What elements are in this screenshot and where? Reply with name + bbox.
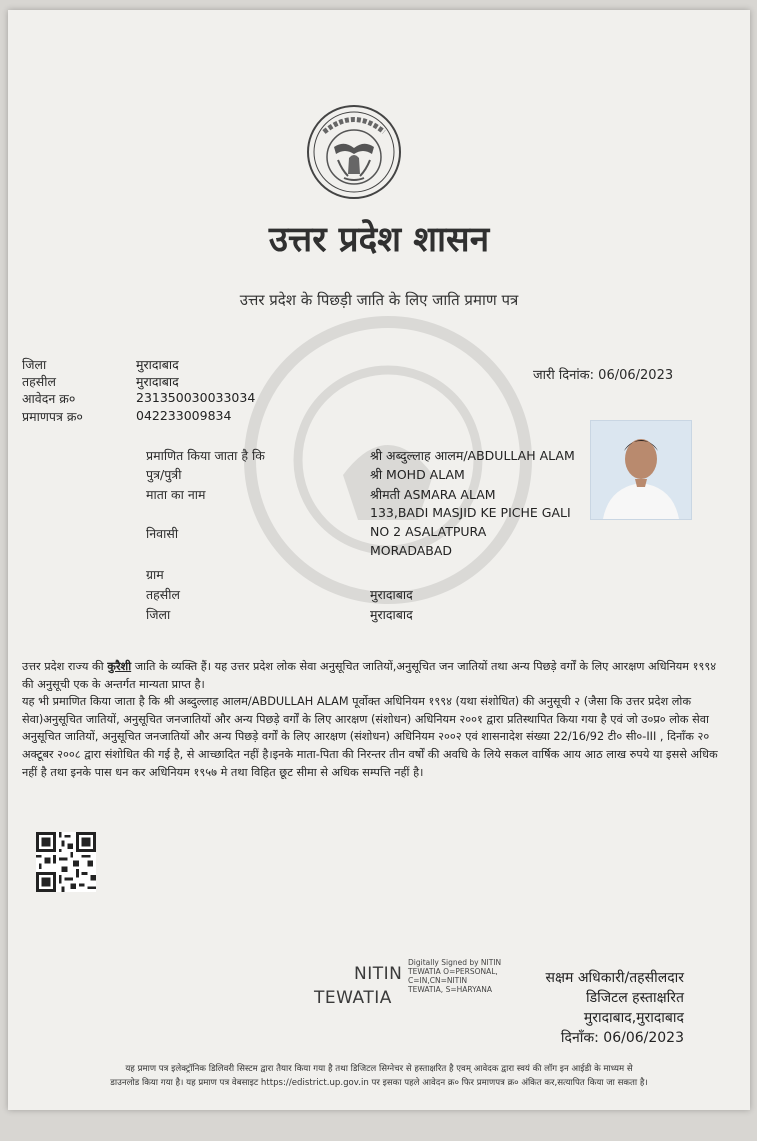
- photo-image: [591, 421, 691, 519]
- signer-last-name: TEWATIA: [314, 988, 392, 1008]
- sig-line-3: C=IN,CN=NITIN: [408, 976, 468, 985]
- address-line-3: MORADABAD: [370, 543, 453, 558]
- up-government-emblem: [304, 102, 404, 202]
- footer-line-2: डाउनलोड किया गया है। यह प्रमाण पत्र वेबसाइट https://edistrict.up.gov.in पर इसका पहले आवेदन क्र० फिर प्रमाणपत्र क्र० अंकित कर,सत्यापित किया जा सकता है।: [110, 1078, 648, 1088]
- caste-name: कुरैशी: [107, 660, 132, 673]
- mother-name: श्रीमती ASMARA ALAM: [370, 487, 496, 502]
- certificate-number-label: प्रमाणपत्र क्र०: [22, 409, 83, 424]
- authority-location: मुरादाबाद,मुरादाबाद: [583, 1010, 684, 1026]
- qr-code: [36, 832, 96, 892]
- signer-first-name: NITIN: [354, 964, 403, 984]
- body-p1-post: जाति के व्यक्ति हैं। यह उत्तर प्रदेश लोक सेवा अनुसूचित जातियों,अनुसूचित जन जातियों तथा अन्य पिछड़े वर्गों के लिए आरक्षण अधिनियम १९९४ की अनुसूची एक के अन्तर्गत मान्यता प्राप्त है।: [22, 660, 717, 691]
- footer-line-1: यह प्रमाण पत्र इलेक्ट्रॉनिक डिलिवरी सिस्टम द्वारा तैयार किया गया है तथा डिजिटल सिग्नेचर से हस्ताक्षरित है एवम् आवेदक द्वारा स्वयं की लॉग इन आईडी के माध्यम से: [125, 1064, 633, 1074]
- authority-date: दिनाँक: 06/06/2023: [560, 1030, 684, 1046]
- mother-label: माता का नाम: [146, 487, 206, 502]
- detail-district-value: मुरादाबाद: [370, 607, 413, 622]
- issue-date: जारी दिनांक: 06/06/2023: [533, 368, 674, 383]
- district-value: मुरादाबाद: [136, 357, 179, 372]
- tehsil-label: तहसील: [22, 374, 56, 389]
- certificate-page: [8, 10, 750, 1110]
- document-title: उत्तर प्रदेश शासन: [268, 219, 490, 260]
- sig-line-1: Digitally Signed by NITIN: [408, 958, 502, 967]
- applicant-photo: [590, 420, 692, 520]
- application-number-value: 231350030033034: [136, 390, 256, 405]
- certify-label: प्रमाणित किया जाता है कि: [146, 448, 265, 463]
- certificate-body: [22, 658, 722, 781]
- sig-line-2: TEWATIA O=PERSONAL,: [408, 967, 498, 976]
- father-name: श्री MOHD ALAM: [370, 467, 465, 482]
- application-number-label: आवेदन क्र०: [22, 391, 76, 406]
- detail-tehsil-label: तहसील: [146, 587, 180, 602]
- son-of-label: पुत्र/पुत्री: [146, 467, 182, 482]
- address-line-2: NO 2 ASALATPURA: [370, 524, 487, 539]
- certificate-number-value: 042233009834: [136, 408, 232, 423]
- applicant-name: श्री अब्दुल्लाह आलम/ABDULLAH ALAM: [370, 448, 575, 463]
- detail-tehsil-value: मुरादाबाद: [370, 587, 413, 602]
- residence-label: निवासी: [146, 526, 179, 541]
- authority-block: [488, 968, 684, 1048]
- tehsil-value: मुरादाबाद: [136, 374, 179, 389]
- village-label: ग्राम: [146, 567, 164, 582]
- district-label: जिला: [22, 357, 47, 372]
- address-line-1: 133,BADI MASJID KE PICHE GALI: [370, 505, 571, 520]
- footer-note: [18, 1062, 740, 1090]
- authority-title: सक्षम अधिकारी/तहसीलदार: [545, 970, 684, 986]
- authority-digital: डिजिटल हस्ताक्षरित: [586, 990, 684, 1006]
- body-p1-pre: उत्तर प्रदेश राज्य की: [22, 660, 104, 673]
- body-paragraph-2: यह भी प्रमाणित किया जाता है कि श्री अब्दुल्लाह आलम/ABDULLAH ALAM पूर्वोक्त अधिनियम १९९४ (यथा संशोधित) की अनुसूची २ (जैसा कि उत्तर प्रदेश लोक सेवा)अनुसूचित जातियों, अनुसूचित जनजातियों और अन्य पिछड़े वर्गों के लिए आरक्षण (संशोधन) अधिनियम २००१ द्वारा प्रतिस्थापित किया गया है एवं जो उ०प्र० लोक सेवा अनुसूचित जातियों, अनुसूचित जनजातियों और अन्य पिछड़े वर्गों के लिए आरक्षण (संशोधन) अधिनियम २००२ एवं शासनादेश संख्या 22/16/92 टी० सी०-III , दिनाँक २० अक्टूबर २००८ द्वारा संशोधित की गई है, से आच्छादित नहीं है।इनके माता-पिता की निरन्तर तीन वर्षों की अवधि के लिये सकल वार्षिक आय आठ लाख रुपये या इससे अधिक नहीं है तथा इनके पास धन कर अधिनियम १९५७ मे तथा विहित छूट सीमा से अधिक सम्पत्ति नहीं है।: [22, 695, 718, 779]
- document-subtitle: उत्तर प्रदेश के पिछड़ी जाति के लिए जाति प्रमाण पत्र: [239, 291, 519, 309]
- sig-line-4: TEWATIA, S=HARYANA: [408, 985, 492, 994]
- detail-district-label: जिला: [146, 607, 171, 622]
- body-paragraph-1: [22, 658, 722, 693]
